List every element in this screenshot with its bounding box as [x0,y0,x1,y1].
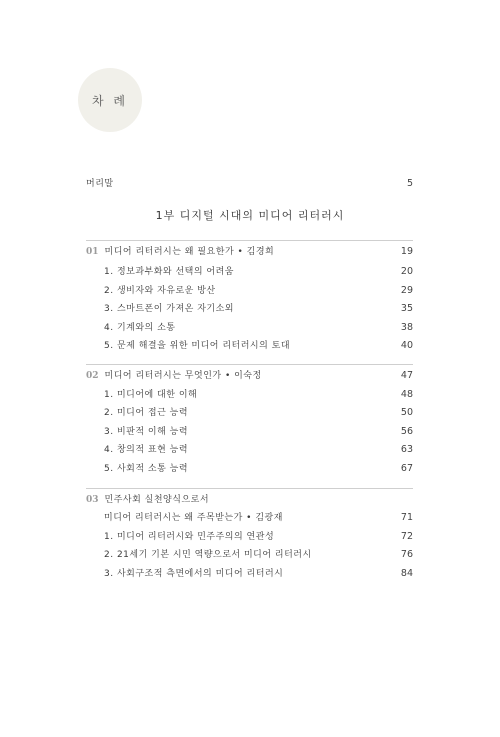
toc-entry[interactable] [104,283,413,296]
entry-page: 19 [400,246,413,257]
entry-label: 1. 정보과부화와 선택의 어려움 [104,267,234,277]
toc-entry[interactable] [104,301,413,314]
entry-label: 4. 창의적 표현 능력 [104,445,189,455]
toc-entry[interactable] [104,442,413,455]
entry-label: 2. 21세기 기본 시민 역량으로서 미디어 리터러시 [104,550,312,560]
entry-page: 76 [400,549,413,560]
toc-entry-preface[interactable] [86,176,413,189]
entry-label: 2. 미디어 접근 능력 [104,408,189,418]
entry-label: 2. 생비자와 자유로운 방산 [104,286,216,296]
chapter-number: 03 [86,495,99,505]
toc-entry[interactable] [104,320,413,333]
toc-entry[interactable] [104,264,413,277]
divider [86,240,413,241]
toc-entry[interactable] [104,461,413,474]
divider [86,364,413,365]
entry-page: 40 [400,340,413,351]
entry-label: 4. 기계와의 소통 [104,323,176,333]
entry-label: 3. 비판적 이해 능력 [104,427,189,437]
toc-title-badge [78,68,142,132]
entry-page: 29 [400,285,413,296]
toc-title: 차 례 [92,93,128,108]
toc-chapter-3[interactable] [86,492,413,505]
toc-entry[interactable] [104,387,413,400]
part-title: 1부 디지털 시대의 미디어 리터러시 [155,209,345,222]
chapter-heading [86,492,209,505]
chapter-heading [86,368,262,381]
toc-entry[interactable] [104,424,413,437]
toc-entry[interactable] [104,529,413,542]
entry-page: 84 [400,568,413,579]
toc-entry[interactable] [104,405,413,418]
entry-page: 50 [400,407,413,418]
entry-label: 1. 미디어 리터러시와 민주주의의 연관성 [104,532,275,542]
toc-chapter-1[interactable] [86,244,413,257]
chapter-subtitle: 미디어 리터러시는 왜 주목받는가 • 김광재 [104,513,283,523]
entry-label: 5. 문제 해결을 위한 미디어 리터러시의 토대 [104,341,291,351]
toc-entry[interactable] [104,566,413,579]
entry-page: 47 [400,370,413,381]
toc-chapter-2[interactable] [86,368,413,381]
entry-page: 5 [406,178,413,189]
chapter-title: 미디어 리터러시는 왜 필요한가 • 김경희 [104,247,275,257]
chapter-title: 민주사회 실천양식으로서 [104,495,210,505]
entry-page: 20 [400,266,413,277]
entry-label: 1. 미디어에 대한 이해 [104,390,198,400]
entry-page: 38 [400,322,413,333]
divider [86,488,413,489]
entry-page: 63 [400,444,413,455]
toc-chapter-3-subtitle[interactable] [104,510,413,523]
entry-page: 72 [400,531,413,542]
entry-page: 67 [400,463,413,474]
toc-entry[interactable] [104,338,413,351]
chapter-number: 01 [86,247,99,257]
entry-page: 35 [400,303,413,314]
entry-label: 3. 사회구조적 측면에서의 미디어 리터러시 [104,569,284,579]
entry-page: 48 [400,389,413,400]
chapter-number: 02 [86,371,99,381]
entry-page: 56 [400,426,413,437]
toc-entry[interactable] [104,547,413,560]
chapter-heading [86,244,274,257]
entry-label: 머리말 [86,179,114,189]
entry-page: 71 [400,512,413,523]
entry-label: 5. 사회적 소통 능력 [104,464,189,474]
chapter-title: 미디어 리터러시는 무엇인가 • 이숙정 [104,371,262,381]
entry-label: 3. 스마트폰이 가져온 자기소외 [104,304,234,314]
